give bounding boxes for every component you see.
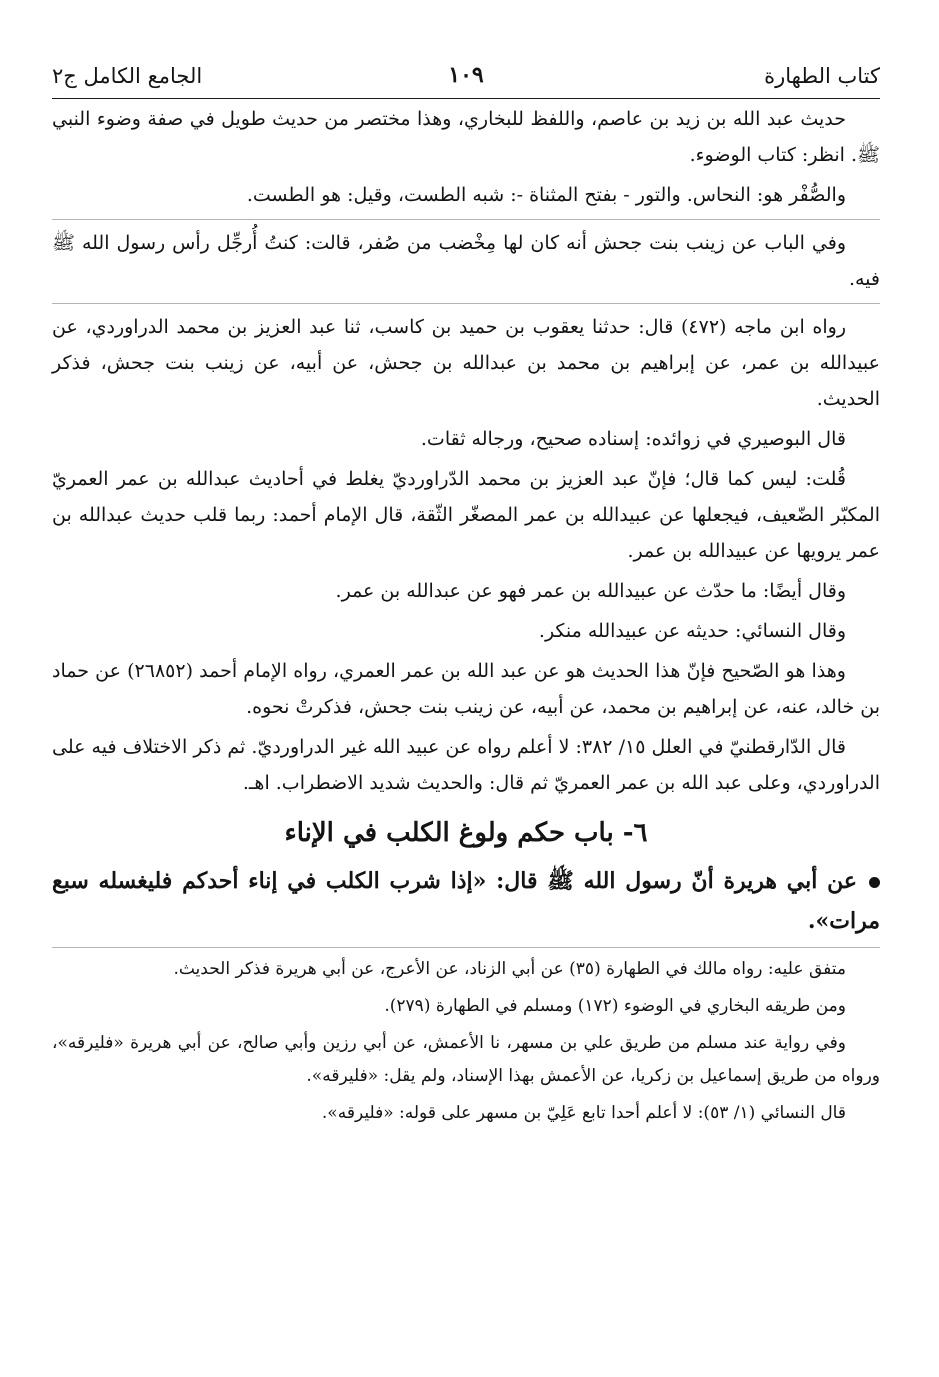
divider [52, 219, 880, 220]
paragraph: قُلت: ليس كما قال؛ فإنّ عبد العزيز بن محمد الدّراورديّ يغلط في أحاديث عبدالله بن عمر العمريّ المكبّر الضّعيف، فيجعلها عن عبيدالله بن عمر المصغّر الثّقة، قال الإمام أحمد: ربما قلب حديث عبدالله بن عمر يرويها عن عبيدالله بن عمر. [52, 468, 880, 562]
paragraph: وفي الباب عن زينب بنت جحش أنه كان لها مِخْضب من صُفر، قالت: كنتُ أُرجِّل رأس رسول الله ﷺ فيه. [52, 232, 880, 290]
section-heading: ٦- باب حكم ولوغ الكلب في الإناء [284, 818, 648, 848]
header-book-volume: الجامع الكامل ج٢ [52, 64, 203, 88]
note-paragraph: وفي رواية عند مسلم من طريق علي بن مسهر، نا الأعمش، عن أبي رزين وأبي صالح، عن أبي هريرة «فليرقه»، ورواه من طريق إسماعيل بن زكريا، عن الأعمش بهذا الإسناد، ولم يقل: «فليرقه». [52, 1033, 880, 1086]
note-paragraph: متفق عليه: رواه مالك في الطهارة (٣٥) عن أبي الزناد، عن الأعرج، عن أبي هريرة فذكر الحديث. [173, 959, 846, 979]
bullet-icon [869, 877, 880, 888]
paragraph: وقال النسائي: حديثه عن عبيدالله منكر. [538, 620, 846, 642]
header-book-section: كتاب الطهارة [764, 64, 880, 88]
paragraph: قال البوصيري في زوائده: إسناده صحيح، ورجاله ثقات. [420, 428, 846, 450]
paragraph: رواه ابن ماجه (٤٧٢) قال: حدثنا يعقوب بن حميد بن كاسب، ثنا عبد العزيز بن محمد الدراوردي، عن عبيدالله بن عمر، عن إبراهيم بن محمد بن عبدالله بن جحش، عن أبيه، عن زينب بنت جحش، فذكر الحديث. [52, 316, 880, 410]
divider [52, 947, 880, 948]
paragraph: وقال أيضًا: ما حدّث عن عبيدالله بن عمر فهو عن عبدالله بن عمر. [335, 580, 846, 602]
divider [52, 303, 880, 304]
running-head [52, 60, 880, 99]
page-body [52, 99, 880, 1130]
book-page [52, 60, 880, 1130]
paragraph: والصُّفْر هو: النحاس. والتور - بفتح المثناة -: شبه الطست، وقيل: هو الطست. [246, 184, 846, 206]
hadith-body: عن أبي هريرة أنّ رسول الله ﷺ قال: «إذا شرب الكلب في إناء أحدكم فليغسله سبع مرات». [52, 868, 880, 934]
paragraph: حديث عبد الله بن زيد بن عاصم، واللفظ للبخاري، وهذا مختصر من حديث طويل في صفة وضوء النبي ﷺ. انظر: كتاب الوضوء. [52, 108, 880, 166]
hadith-text [52, 861, 880, 941]
note-paragraph: ومن طريقه البخاري في الوضوء (١٧٢) ومسلم في الطهارة (٢٧٩). [384, 996, 846, 1016]
header-page-number: ١٠٩ [448, 62, 484, 88]
note-paragraph: قال النسائي (١/ ٥٣): لا أعلم أحدا تابع عَلِيّ بن مسهر على قوله: «فليرقه». [321, 1103, 846, 1123]
paragraph: قال الدّارقطنيّ في العلل ١٥/ ٣٨٢: لا أعلم رواه عن عبيد الله غير الدراورديّ. ثم ذكر الاختلاف فيه على الدراوردي، وعلى عبد الله بن عمر العمريّ ثم قال: والحديث شديد الاضطراب. اهـ. [52, 736, 880, 794]
paragraph: وهذا هو الصّحيح فإنّ هذا الحديث هو عن عبد الله بن عمر العمري، رواه الإمام أحمد (٢٦٨٥٢) عن حماد بن خالد، عنه، عن إبراهيم بن محمد، عن أبيه، عن زينب بنت جحش، فذكرتْ نحوه. [52, 660, 880, 718]
